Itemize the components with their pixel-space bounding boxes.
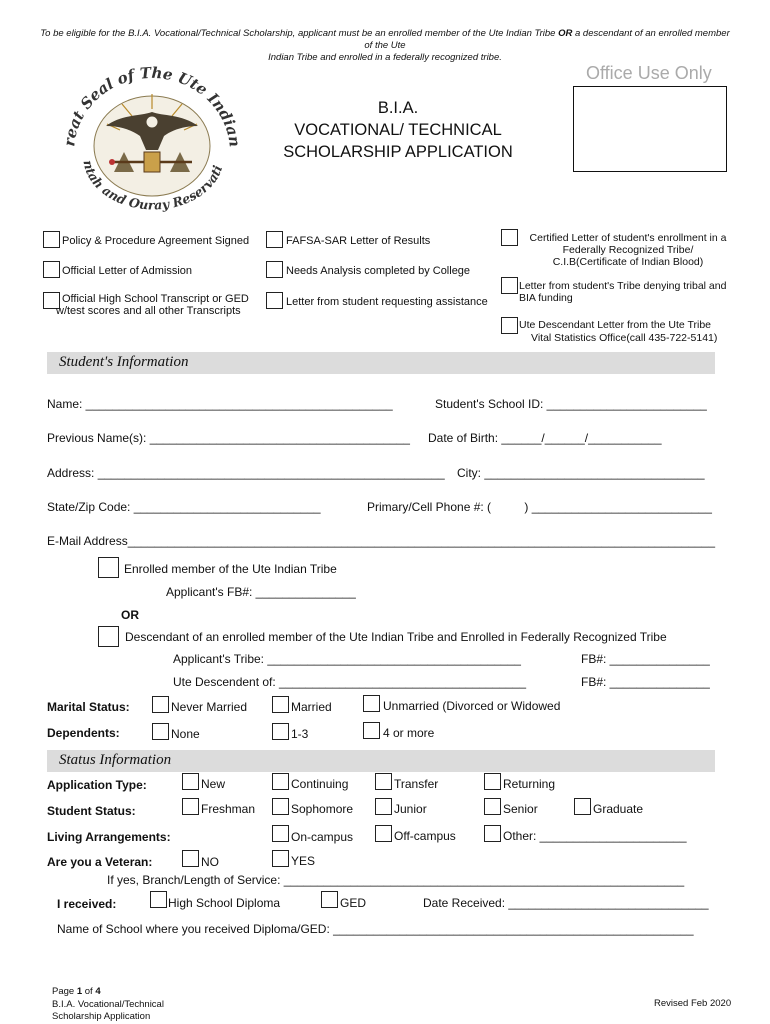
footer-form-name: B.I.A. Vocational/Technical xyxy=(52,998,164,1010)
app-type-new-checkbox[interactable] xyxy=(182,773,199,790)
tribe-denial-line2: BIA funding xyxy=(519,292,573,304)
letter-of-admission-label: Official Letter of Admission xyxy=(62,265,193,277)
veteran-no-label: NO xyxy=(201,855,219,869)
freshman-label: Freshman xyxy=(201,802,256,816)
senior-label: Senior xyxy=(503,802,538,816)
app-type-new-label: New xyxy=(201,777,226,791)
veteran-no-checkbox[interactable] xyxy=(182,850,199,867)
needs-analysis-checkbox[interactable] xyxy=(266,261,283,278)
diploma-checkbox[interactable] xyxy=(150,891,167,908)
on-campus-label: On-campus xyxy=(291,830,354,844)
graduate-checkbox[interactable] xyxy=(574,798,591,815)
app-type-returning-checkbox[interactable] xyxy=(484,773,501,790)
city-field[interactable]: City: _________________________________ xyxy=(457,466,705,480)
or-label: OR xyxy=(121,608,139,622)
other-living-checkbox[interactable] xyxy=(484,825,501,842)
app-type-transfer-checkbox[interactable] xyxy=(375,773,392,790)
previous-names-field[interactable]: Previous Name(s): _______________________________________ xyxy=(47,431,410,445)
i-received-label: I received: xyxy=(57,897,117,911)
ute-fb-field[interactable]: FB#: _______________ xyxy=(581,675,710,689)
never-married-label: Never Married xyxy=(171,700,248,714)
dob-field[interactable]: Date of Birth: ______/______/___________ xyxy=(428,431,662,445)
revised-date: Revised Feb 2020 xyxy=(654,998,732,1009)
enrollment-line2: Federally Recognized Tribe/ xyxy=(562,244,694,256)
veteran-yes-label: YES xyxy=(291,854,316,868)
phone-field[interactable]: Primary/Cell Phone #: ( ) ___________________________ xyxy=(367,500,712,514)
sophomore-checkbox[interactable] xyxy=(272,798,289,815)
seal-bottom-text: ntah and Ouray Reservati xyxy=(80,158,226,213)
page-of: of xyxy=(82,986,96,997)
transcript-label-line2: w/test scores and all other Transcripts xyxy=(56,305,241,317)
enrollment-line3: C.I.B(Certificate of Indian Blood) xyxy=(552,256,704,268)
ute-letter-line1: Ute Descendant Letter from the Ute Tribe xyxy=(519,319,712,331)
app-type-continuing-checkbox[interactable] xyxy=(272,773,289,790)
needs-analysis-label: Needs Analysis completed by College xyxy=(286,265,471,277)
eligibility-or: OR xyxy=(558,28,573,39)
tribe-denial-line1: Letter from student's Tribe denying tribal and xyxy=(519,280,727,292)
never-married-checkbox[interactable] xyxy=(152,696,169,713)
ute-letter-line2: Vital Statistics Office(call 435-722-5141) xyxy=(531,332,718,344)
page-number xyxy=(52,986,164,999)
title-line2: VOCATIONAL/ TECHNICAL xyxy=(294,121,502,139)
page-footer xyxy=(52,986,164,1024)
student-letter-checkbox[interactable] xyxy=(266,292,283,309)
enrolled-member-label: Enrolled member of the Ute Indian Tribe xyxy=(124,562,337,576)
tribe-denial-label xyxy=(519,280,726,304)
ged-label: GED xyxy=(340,896,367,910)
living-arrangements-label: Living Arrangements: xyxy=(47,830,171,844)
app-type-continuing-label: Continuing xyxy=(291,777,349,791)
seal-top-text: reat Seal of The Ute Indian xyxy=(62,64,242,149)
app-type-transfer-label: Transfer xyxy=(394,777,439,791)
veteran-yes-checkbox[interactable] xyxy=(272,850,289,867)
fafsa-label: FAFSA-SAR Letter of Results xyxy=(286,235,431,247)
dependents-1-3-checkbox[interactable] xyxy=(272,723,289,740)
ged-checkbox[interactable] xyxy=(321,891,338,908)
tribe-fb-field[interactable]: FB#: _______________ xyxy=(581,652,710,666)
graduate-label: Graduate xyxy=(593,802,644,816)
student-letter-label: Letter from student requesting assistance xyxy=(286,296,488,308)
dependents-none-checkbox[interactable] xyxy=(152,723,169,740)
tribal-seal xyxy=(62,64,242,214)
dependents-1-3-label: 1-3 xyxy=(291,727,309,741)
form-title xyxy=(250,97,546,163)
policy-agreement-checkbox[interactable] xyxy=(43,231,60,248)
service-branch-field[interactable]: If yes, Branch/Length of Service: ____________________________________________________________ xyxy=(107,873,685,887)
student-info-title: Student's Information xyxy=(59,354,189,370)
fafsa-checkbox[interactable] xyxy=(266,231,283,248)
descendant-checkbox[interactable] xyxy=(98,626,119,647)
junior-checkbox[interactable] xyxy=(375,798,392,815)
school-id-field[interactable]: Student's School ID: ________________________ xyxy=(435,397,707,411)
status-info-title: Status Information xyxy=(59,752,172,768)
dependents-label: Dependents: xyxy=(47,726,120,740)
junior-label: Junior xyxy=(394,802,427,816)
eligibility-note xyxy=(40,28,730,64)
unmarried-label: Unmarried (Divorced or Widowed xyxy=(383,699,561,713)
dependents-none-label: None xyxy=(171,727,200,741)
address-field[interactable]: Address: ____________________________________________________ xyxy=(47,466,445,480)
seal-emblem-icon xyxy=(62,64,242,214)
letter-of-admission-checkbox[interactable] xyxy=(43,261,60,278)
on-campus-checkbox[interactable] xyxy=(272,825,289,842)
senior-checkbox[interactable] xyxy=(484,798,501,815)
off-campus-checkbox[interactable] xyxy=(375,825,392,842)
transcript-label-line1: Official High School Transcript or GED xyxy=(62,293,249,305)
eligibility-part1: To be eligible for the B.I.A. Vocational/Technical Scholarship, applicant must be an enrolled member of the Ute Indian Tribe xyxy=(40,28,556,39)
freshman-checkbox[interactable] xyxy=(182,798,199,815)
email-field[interactable]: E-Mail Address________________________________________________________________________________________ xyxy=(47,534,715,548)
sophomore-label: Sophomore xyxy=(291,802,354,816)
enrollment-line1: Certified Letter of student's enrollment in a xyxy=(529,232,727,244)
office-use-label: Office Use Only xyxy=(586,63,712,83)
policy-agreement-label: Policy & Procedure Agreement Signed xyxy=(62,235,250,247)
school-name-field[interactable]: Name of School where you received Diploma/GED: ______________________________________________________ xyxy=(57,922,694,936)
ute-descendent-of-field[interactable]: Ute Descendent of: _____________________________________ xyxy=(173,675,526,689)
ute-descendant-letter-label xyxy=(519,319,717,345)
eligibility-part2: a descendant of an enrolled member of the Ute xyxy=(364,28,730,51)
app-type-returning-label: Returning xyxy=(503,777,556,791)
title-line3: SCHOLARSHIP APPLICATION xyxy=(283,143,513,161)
page-total: 4 xyxy=(95,986,101,997)
ute-descendant-letter-checkbox[interactable] xyxy=(501,317,518,334)
page-prefix: Page xyxy=(52,986,77,997)
enrollment-letter-label xyxy=(518,232,738,268)
off-campus-label: Off-campus xyxy=(394,829,456,843)
page-current: 1 xyxy=(76,986,83,997)
descendant-label: Descendant of an enrolled member of the Ute Indian Tribe and Enrolled in Federally Recognized Tribe xyxy=(125,630,667,644)
dependents-4plus-label: 4 or more xyxy=(383,726,435,740)
diploma-label: High School Diploma xyxy=(168,896,281,910)
applicant-tribe-field[interactable]: Applicant's Tribe: ______________________________________ xyxy=(173,652,521,666)
enrolled-member-checkbox[interactable] xyxy=(98,557,119,578)
state-zip-field[interactable]: State/Zip Code: ____________________________ xyxy=(47,500,321,514)
other-living-field[interactable]: Other: ______________________ xyxy=(503,829,687,843)
marital-status-label: Marital Status: xyxy=(47,700,130,714)
status-info-header xyxy=(47,750,715,772)
student-info-header xyxy=(47,352,715,374)
office-use-box xyxy=(573,86,727,172)
veteran-label: Are you a Veteran: xyxy=(47,855,153,869)
enrollment-letter-checkbox[interactable] xyxy=(501,229,518,246)
unmarried-checkbox[interactable] xyxy=(363,695,380,712)
application-type-label: Application Type: xyxy=(47,778,147,792)
footer-form-type: Scholarship Application xyxy=(52,1011,151,1022)
title-line1: B.I.A. xyxy=(377,99,419,117)
eligibility-line2: Indian Tribe and enrolled in a federally recognized tribe. xyxy=(268,52,502,63)
married-checkbox[interactable] xyxy=(272,696,289,713)
tribe-denial-checkbox[interactable] xyxy=(501,277,518,294)
married-label: Married xyxy=(291,700,332,714)
enrolled-fb-field[interactable]: Applicant's FB#: _______________ xyxy=(166,585,356,599)
name-field[interactable]: Name: ______________________________________________ xyxy=(47,397,393,411)
date-received-field[interactable]: Date Received: ______________________________ xyxy=(423,896,709,910)
dependents-4plus-checkbox[interactable] xyxy=(363,722,380,739)
student-status-label: Student Status: xyxy=(47,804,136,818)
